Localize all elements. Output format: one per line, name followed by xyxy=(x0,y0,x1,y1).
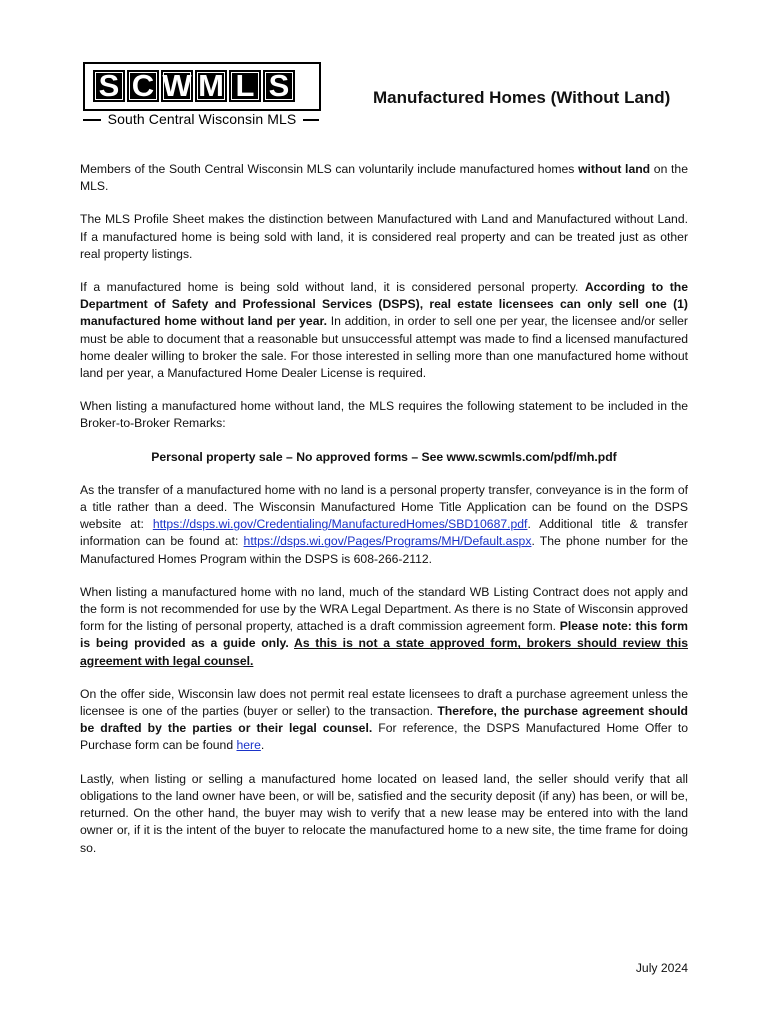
logo-rule-right xyxy=(303,119,319,121)
text-run: In addition, in order to sell one per year, the licensee and/or seller must be able to document that a reasonable but unsuccessful attempt was made to find a licensed manufactured home dealer willing to broker the sale. For those interested in selling more than one manufactured home without land per year, a Manufactured Home Dealer License is required. xyxy=(80,314,688,381)
logo-subtitle: South Central Wisconsin MLS xyxy=(107,111,297,127)
logo-letter: S xyxy=(263,70,295,102)
paragraph-offer-side xyxy=(80,686,688,755)
text-run-bold: According to the Department of Safety and Professional Services (DSPS), real estate licensees can only sell one (1) manufactured home without land per year. xyxy=(80,280,688,329)
logo-letter: M xyxy=(195,70,227,102)
text-run: on the MLS. xyxy=(80,162,688,194)
text-run: For reference, the DSPS Manufactured Home Offer to Purchase form can be found xyxy=(80,721,688,753)
paragraph-title-transfer xyxy=(80,482,688,568)
logo-letter: C xyxy=(127,70,159,102)
logo-letter: S xyxy=(93,70,125,102)
paragraph-intro xyxy=(80,161,688,195)
paragraph-personal-property xyxy=(80,279,688,382)
document-title: Manufactured Homes (Without Land) xyxy=(373,88,671,107)
text-run: Members of the South Central Wisconsin MLS can voluntarily include manufactured homes xyxy=(80,162,579,176)
text-run: As the transfer of a manufactured home with no land is a personal property transfer, conveyance is in the form of a title rather than a deed. The Wisconsin Manufactured Home Title Application can be found on the DSPS website at: xyxy=(80,482,688,532)
paragraph-profile-sheet: The MLS Profile Sheet makes the distinction between Manufactured with Land and Manufactured without Land. If a manufactured home is being sold with land, it is considered real property and can be treated just as other real property listings. xyxy=(80,212,688,261)
scwmls-logo xyxy=(83,62,319,128)
required-statement: Personal property sale – No approved forms – See www.scwmls.com/pdf/mh.pdf xyxy=(151,449,617,464)
document-date: July 2024 xyxy=(635,961,688,975)
offer-form-link[interactable]: here xyxy=(236,738,261,753)
title-application-link[interactable]: https://dsps.wi.gov/Credentialing/ManufacturedHomes/SBD10687.pdf xyxy=(152,517,528,532)
text-run-bold: Therefore, the purchase agreement should be drafted by the parties or their legal counsel. xyxy=(80,704,688,736)
logo-letter: L xyxy=(229,70,261,102)
logo-letters xyxy=(93,70,295,102)
paragraph-listing-contract xyxy=(80,584,688,670)
text-run: . Additional title & transfer information can be found at: xyxy=(80,517,688,549)
text-run-bold-underline: As this is not a state approved form, brokers should review this agreement with legal counsel. xyxy=(80,636,688,668)
text-run: If a manufactured home is being sold without land, it is considered personal property. xyxy=(80,280,585,295)
mh-program-link[interactable]: https://dsps.wi.gov/Pages/Programs/MH/Default.aspx xyxy=(243,534,532,549)
text-run: . The phone number for the Manufactured Homes Program within the DSPS is 608-266-2112. xyxy=(80,534,688,566)
text-run: When listing a manufactured home with no land, much of the standard WB Listing Contract does not apply and the form is not recommended for use by the WRA Legal Department. As there is no State of Wisconsin approved form for the listing of personal property, attached is a draft commission agreement form. xyxy=(80,584,688,634)
text-run: . xyxy=(260,738,265,753)
text-run: On the offer side, Wisconsin law does not permit real estate licensees to draft a purchase agreement unless the licensee is one of the parties (buyer or seller) to the transaction. xyxy=(80,686,688,719)
logo-letter: W xyxy=(162,68,192,103)
document-body xyxy=(80,161,688,873)
text-run-bold: without land xyxy=(578,162,651,176)
text-run-bold: Please note: this form is being provided as a guide only. xyxy=(80,619,689,651)
logo-rule-left xyxy=(83,119,101,121)
paragraph-listing-remarks: When listing a manufactured home without land, the MLS requires the following statement to be included in the Broker-to-Broker Remarks: xyxy=(80,399,688,431)
paragraph-leased-land: Lastly, when listing or selling a manufactured home located on leased land, the seller should verify that all obligations to the land owner have been, or will be, satisfied and the security deposit (if any) has been, or will be, returned. On the other hand, the buyer may wish to verify that a new lease may be entered into with the land owner or, if it is the intent of the buyer to relocate the manufactured home to a new site, the time frame for doing so. xyxy=(80,771,688,855)
